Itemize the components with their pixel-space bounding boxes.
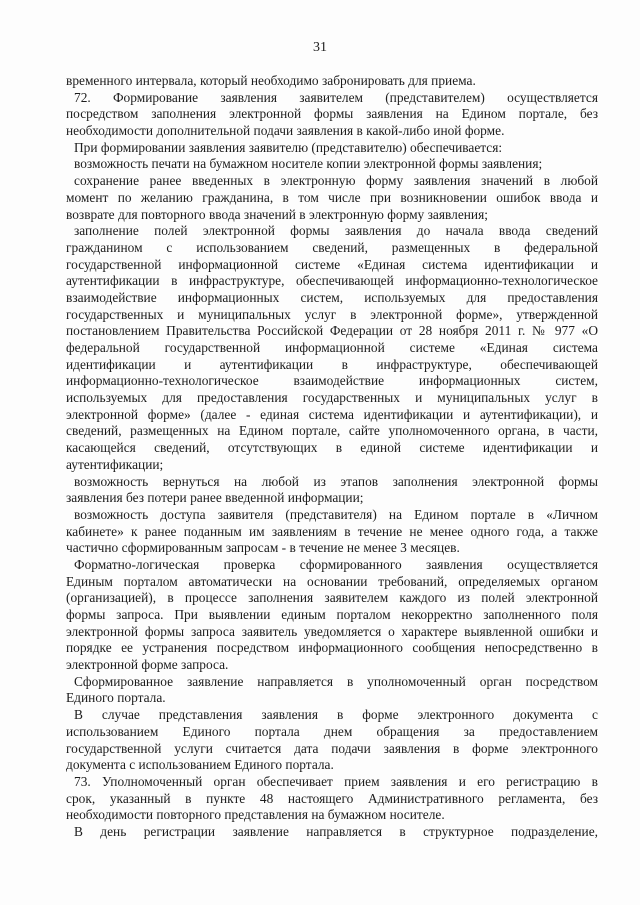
text-line: государственных и муниципальных услуг в электронной форме», утвержденной (66, 306, 598, 322)
text-line: идентификации и аутентификации в инфраструктуре, обеспечивающей (66, 356, 598, 372)
text-line: возможность печати на бумажном носителе копии электронной формы заявления; (74, 156, 543, 172)
text-line: 73. Уполномоченный орган обеспечивает прием заявления и его регистрацию в (74, 773, 598, 789)
text-line: аутентификации в инфраструктуре, обеспечивающей информационно-технологическое (66, 273, 598, 289)
text-line: Сформированное заявление направляется в уполномоченный орган посредством (74, 673, 598, 689)
text-line: заполнение полей электронной формы заявления до начала ввода сведений (74, 223, 598, 239)
text-line: В случае представления заявления в форме электронного документа с (74, 707, 598, 723)
text-line: кабинете» к ранее поданным им заявлениям в течение не менее одного года, а также (66, 523, 598, 539)
text-line: При формировании заявления заявителю (представителю) обеспечивается: (74, 139, 503, 155)
text-line: информационно-технологическое взаимодействие информационных систем, (66, 373, 598, 389)
text-line: аутентификации; (66, 456, 164, 472)
text-line: государственной услуги считается дата подачи заявления в форме электронного (66, 740, 598, 756)
text-line: документа с использованием Единого портала. (66, 757, 334, 773)
text-line: постановлением Правительства Российской Федерации от 28 ноября 2011 г. № 977 «О (66, 323, 598, 339)
text-line: электронной форме» (далее - единая система идентификации и аутентификации), и (66, 406, 598, 422)
document-text (66, 73, 598, 841)
text-line: возможность доступа заявителя (представителя) на Едином портале в «Личном (74, 506, 598, 522)
text-line: федеральной государственной информационной системе «Единая система (66, 340, 598, 355)
text-line: временного интервала, который необходимо забронировать для приема. (66, 73, 476, 88)
text-line: необходимости дополнительной подачи заявления в какой-либо иной форме. (66, 123, 505, 139)
text-line: использованием Единого портала днем обращения за предоставлением (66, 723, 598, 739)
text-line: 72. Формирование заявления заявителем (представителем) осуществляется (74, 89, 598, 105)
text-line: сведений, размещенных на Едином портале, сайте уполномоченного органа, в части, (66, 423, 598, 439)
text-line: используемых для предоставления государственных и муниципальных услуг в (66, 390, 598, 406)
text-line: гражданином с использованием сведений, размещенных в федеральной (66, 239, 598, 255)
text-line: Единого портала. (66, 690, 166, 706)
text-line: заявления без потери ранее введенной информации; (66, 490, 364, 506)
text-line: необходимости повторного представления на бумажном носителе. (66, 807, 445, 823)
text-line: касающейся сведений, отсутствующих в единой системе идентификации и (66, 440, 598, 456)
text-line: электронной форме запроса. (66, 657, 229, 673)
text-line: В день регистрации заявление направляется в структурное подразделение, (74, 823, 598, 839)
text-line: возврате для повторного ввода значений в электронную форму заявления; (66, 206, 488, 222)
text-line: электронной формы запроса заявитель уведомляется о характере выявленной ошибки и (66, 623, 598, 639)
text-line: порядке ее устранения посредством информационного сообщения непосредственно в (66, 640, 598, 656)
text-line: возможность вернуться на любой из этапов заполнения электронной формы (74, 473, 598, 489)
text-line: момент по желанию гражданина, в том числе при возникновении ошибок ввода и (66, 189, 598, 205)
text-line: срок, указанный в пункте 48 настоящего Административного регламента, без (66, 790, 598, 806)
text-line: (организацией), в процессе заполнения заявителем каждого из полей электронной (66, 590, 598, 606)
text-line: сохранение ранее введенных в электронную форму заявления значений в любой (74, 173, 598, 189)
text-line: Форматно-логическая проверка сформированного заявления осуществляется (74, 556, 598, 572)
text-line: частично сформированным запросам - в течение не менее 3 месяцев. (66, 540, 460, 556)
text-line: формы запроса. При выявлении единым порталом некорректно заполненного поля (66, 607, 598, 622)
page-number: 31 (313, 40, 327, 55)
text-line: Единым порталом автоматически на основании требований, определяемых органом (66, 573, 598, 589)
text-line: взаимодействие информационных систем, используемых для предоставления (66, 289, 598, 305)
text-line: посредством заполнения электронной формы заявления на Едином портале, без (66, 106, 598, 122)
text-line: государственной информационной системе «Единая система идентификации и (66, 256, 598, 272)
